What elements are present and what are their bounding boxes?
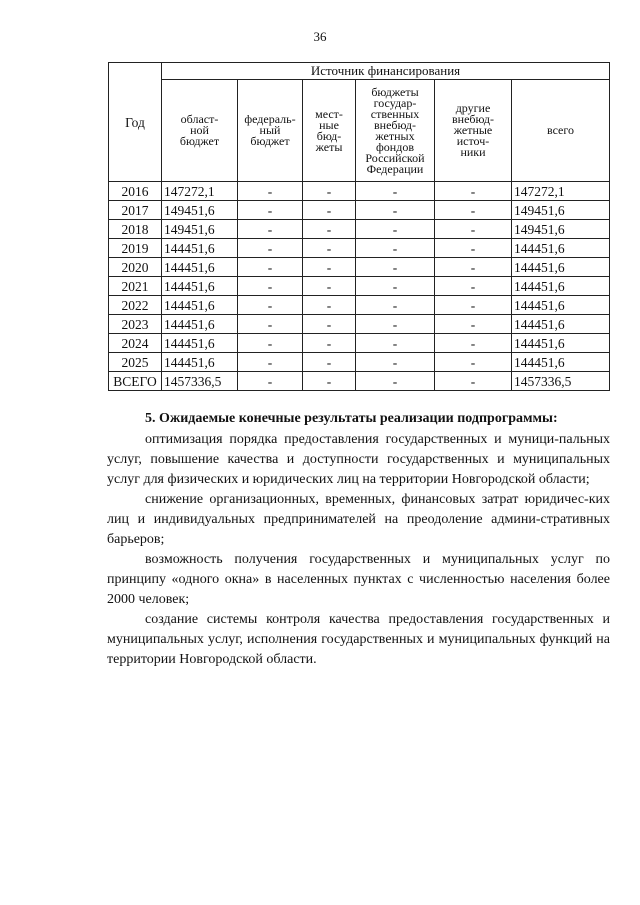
table-row	[109, 220, 610, 239]
cell-year: ВСЕГО	[109, 372, 162, 391]
section-title: 5. Ожидаемые конечные результаты реализации подпрограммы:	[145, 411, 558, 426]
financing-table	[108, 62, 610, 391]
table-row	[109, 277, 610, 296]
cell-total: 147272,1	[512, 182, 610, 201]
other-sources-header: другие внебюд- жетные источ- ники	[435, 80, 512, 182]
table-row	[109, 239, 610, 258]
total-header: всего	[512, 80, 610, 182]
cell-year: 2019	[109, 239, 162, 258]
cell-local: -	[303, 353, 356, 372]
cell-year: 2018	[109, 220, 162, 239]
cell-year: 2020	[109, 258, 162, 277]
cell-funds: -	[356, 220, 435, 239]
cell-local: -	[303, 258, 356, 277]
cell-federal: -	[238, 277, 303, 296]
cell-local: -	[303, 315, 356, 334]
cell-regional: 144451,6	[162, 315, 238, 334]
cell-funds: -	[356, 334, 435, 353]
cell-funds: -	[356, 201, 435, 220]
cell-total: 144451,6	[512, 353, 610, 372]
cell-local: -	[303, 239, 356, 258]
cell-other: -	[435, 258, 512, 277]
cell-local: -	[303, 296, 356, 315]
table-row	[109, 372, 610, 391]
cell-funds: -	[356, 182, 435, 201]
cell-federal: -	[238, 201, 303, 220]
regional-budget-header: област- ной бюджет	[162, 80, 238, 182]
cell-funds: -	[356, 296, 435, 315]
cell-regional: 144451,6	[162, 353, 238, 372]
cell-federal: -	[238, 315, 303, 334]
cell-other: -	[435, 239, 512, 258]
cell-total: 1457336,5	[512, 372, 610, 391]
extrabudgetary-funds-header: бюджеты государ- ственных внебюд- жетных фондов Российской Федерации	[356, 80, 435, 182]
table-row	[109, 315, 610, 334]
table-row	[109, 296, 610, 315]
local-budgets-header: мест- ные бюд- жеты	[303, 80, 356, 182]
cell-other: -	[435, 220, 512, 239]
cell-federal: -	[238, 296, 303, 315]
cell-federal: -	[238, 182, 303, 201]
cell-funds: -	[356, 277, 435, 296]
cell-local: -	[303, 372, 356, 391]
cell-other: -	[435, 201, 512, 220]
cell-total: 149451,6	[512, 201, 610, 220]
cell-funds: -	[356, 258, 435, 277]
cell-regional: 144451,6	[162, 334, 238, 353]
cell-federal: -	[238, 220, 303, 239]
cell-total: 144451,6	[512, 277, 610, 296]
cell-regional: 144451,6	[162, 258, 238, 277]
cell-regional: 149451,6	[162, 201, 238, 220]
table-row	[109, 334, 610, 353]
cell-funds: -	[356, 372, 435, 391]
cell-regional: 1457336,5	[162, 372, 238, 391]
cell-funds: -	[356, 239, 435, 258]
table-row	[109, 201, 610, 220]
cell-local: -	[303, 201, 356, 220]
cell-other: -	[435, 353, 512, 372]
cell-total: 144451,6	[512, 315, 610, 334]
cell-regional: 147272,1	[162, 182, 238, 201]
cell-federal: -	[238, 334, 303, 353]
cell-year: 2022	[109, 296, 162, 315]
cell-total: 149451,6	[512, 220, 610, 239]
page-number: 36	[313, 29, 327, 44]
cell-regional: 144451,6	[162, 277, 238, 296]
cell-funds: -	[356, 315, 435, 334]
year-header: Год	[109, 63, 162, 182]
cell-total: 144451,6	[512, 334, 610, 353]
cell-year: 2024	[109, 334, 162, 353]
cell-other: -	[435, 334, 512, 353]
cell-total: 144451,6	[512, 258, 610, 277]
cell-local: -	[303, 277, 356, 296]
cell-year: 2023	[109, 315, 162, 334]
federal-budget-header: федераль- ный бюджет	[238, 80, 303, 182]
cell-federal: -	[238, 258, 303, 277]
cell-other: -	[435, 296, 512, 315]
cell-federal: -	[238, 353, 303, 372]
cell-other: -	[435, 277, 512, 296]
cell-other: -	[435, 315, 512, 334]
cell-local: -	[303, 182, 356, 201]
paragraph: возможность получения государственных и муниципальных услуг по принципу «одного окна» в населенных пунктах с численностью населения более 2000 человек;	[107, 552, 610, 607]
cell-other: -	[435, 372, 512, 391]
cell-total: 144451,6	[512, 296, 610, 315]
financing-source-header: Источник финансирования	[162, 63, 610, 80]
cell-local: -	[303, 334, 356, 353]
cell-other: -	[435, 182, 512, 201]
table-row	[109, 182, 610, 201]
paragraph: снижение организационных, временных, финансовых затрат юридичес-ких лиц и индивидуальных предпринимателей на преодоление админи-стративных барьеров;	[107, 492, 610, 547]
cell-year: 2016	[109, 182, 162, 201]
cell-year: 2017	[109, 201, 162, 220]
cell-regional: 144451,6	[162, 239, 238, 258]
table-row	[109, 258, 610, 277]
table-row	[109, 353, 610, 372]
cell-year: 2025	[109, 353, 162, 372]
cell-total: 144451,6	[512, 239, 610, 258]
cell-year: 2021	[109, 277, 162, 296]
cell-federal: -	[238, 372, 303, 391]
cell-funds: -	[356, 353, 435, 372]
paragraph: создание системы контроля качества предоставления государственных и муниципальных услуг, исполнения государственных и муниципальных функций на территории Новгородской области.	[107, 612, 610, 667]
section-body	[107, 430, 610, 670]
paragraph: оптимизация порядка предоставления государственных и муници-пальных услуг, повышение качества и доступности государственных и муниципальных услуг для физических и юридических лиц на территории Новгородской области;	[107, 432, 610, 487]
cell-regional: 149451,6	[162, 220, 238, 239]
cell-local: -	[303, 220, 356, 239]
cell-federal: -	[238, 239, 303, 258]
cell-regional: 144451,6	[162, 296, 238, 315]
